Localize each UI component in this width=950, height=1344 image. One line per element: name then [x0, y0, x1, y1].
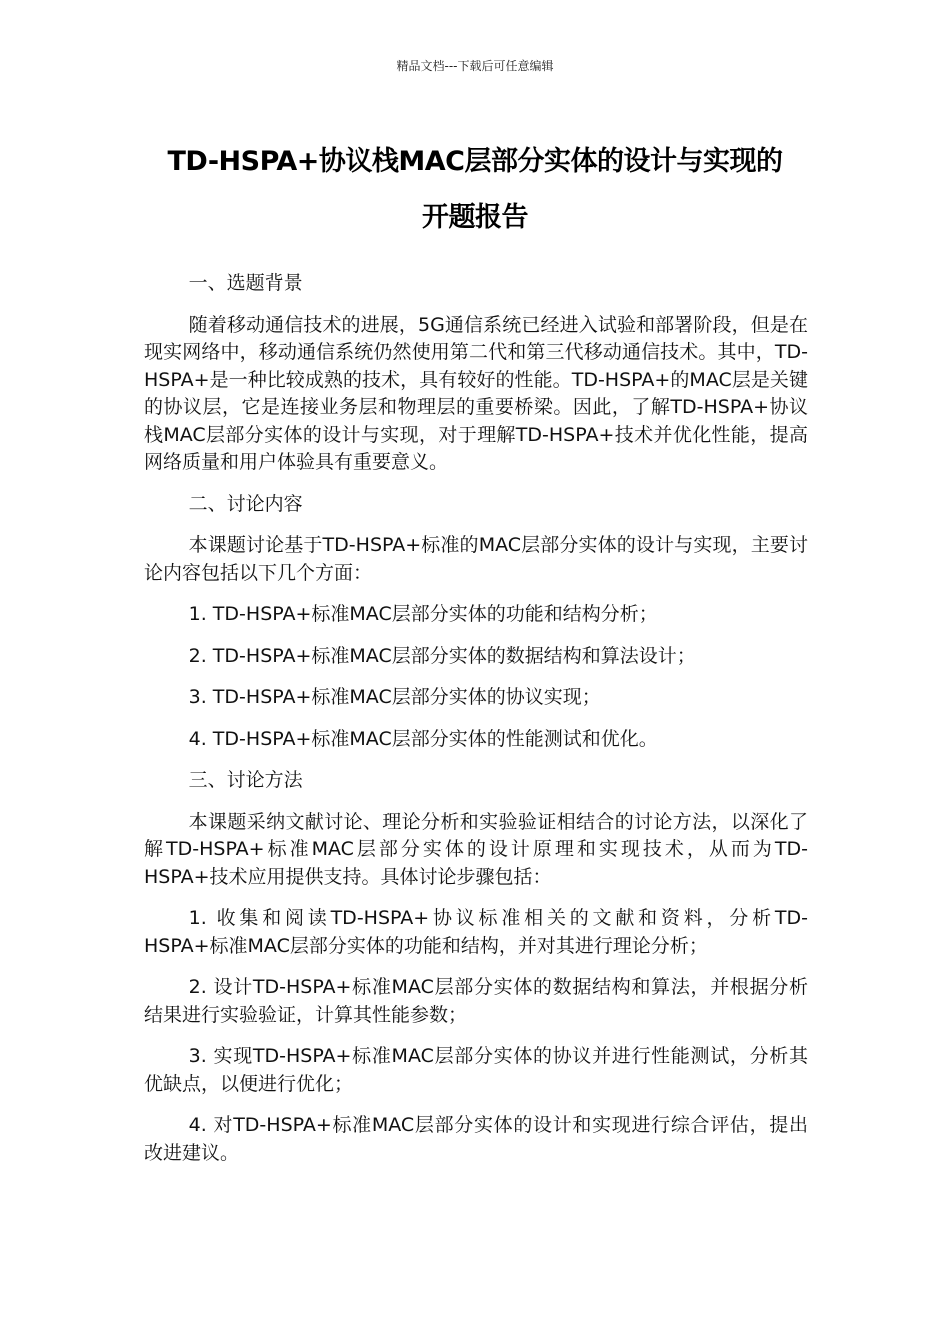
section-3-item: 1. 收集和阅读TD-HSPA+协议标准相关的文献和资料，分析TD-HSPA+标准MAC层部分实体的功能和结构，并对其进行理论分析； — [144, 907, 808, 957]
section-2-item: 1. TD-HSPA+标准MAC层部分实体的功能和结构分析； — [188, 603, 658, 625]
section-2-heading: 二、讨论内容 — [188, 492, 303, 515]
section-3-heading: 三、讨论方法 — [188, 769, 303, 791]
section-3-item: 2. 设计TD-HSPA+标准MAC层部分实体的数据结构和算法，并根据分析结果进行实验验证，计算其性能参数； — [144, 976, 808, 1026]
section-3-intro: 本课题采纳文献讨论、理论分析和实验验证相结合的讨论方法，以深化了解TD-HSPA+标准MAC层部分实体的设计原理和实现技术，从而为TD-HSPA+技术应用提供支持。具体讨论步骤包括： — [144, 810, 808, 888]
document-body — [144, 270, 808, 1181]
section-1-body: 随着移动通信技术的进展，5G通信系统已经进入试验和部署阶段，但是在现实网络中，移动通信系统仍然使用第二代和第三代移动通信技术。其中，TD-HSPA+是一种比较成熟的技术，具有较好的性能。TD-HSPA+的MAC层是关键的协议层，它是连接业务层和物理层的重要桥梁。因此，了解TD-HSPA+协议栈MAC层部分实体的设计与实现，对于理解TD-HSPA+技术并优化性能，提高网络质量和用户体验具有重要意义。 — [144, 313, 808, 473]
section-3-item: 4. 对TD-HSPA+标准MAC层部分实体的设计和实现进行综合评估，提出改进建议。 — [144, 1114, 808, 1164]
page-header: 精品文档---下载后可任意编辑 — [396, 59, 554, 73]
section-2-item: 4. TD-HSPA+标准MAC层部分实体的性能测试和优化。 — [188, 727, 658, 750]
title-line-2: 开题报告 — [422, 202, 528, 233]
section-3-item: 3. 实现TD-HSPA+标准MAC层部分实体的协议并进行性能测试，分析其优缺点，以便进行优化； — [144, 1045, 808, 1095]
document-title — [130, 134, 820, 246]
section-2-intro: 本课题讨论基于TD-HSPA+标准的MAC层部分实体的设计与实现，主要讨论内容包括以下几个方面： — [144, 534, 808, 584]
section-1-heading: 一、选题背景 — [188, 272, 303, 294]
section-2-item: 2. TD-HSPA+标准MAC层部分实体的数据结构和算法设计； — [188, 644, 696, 667]
title-line-1: TD-HSPA+协议栈MAC层部分实体的设计与实现的 — [167, 146, 783, 177]
section-2-item: 3. TD-HSPA+标准MAC层部分实体的协议实现； — [188, 686, 601, 708]
